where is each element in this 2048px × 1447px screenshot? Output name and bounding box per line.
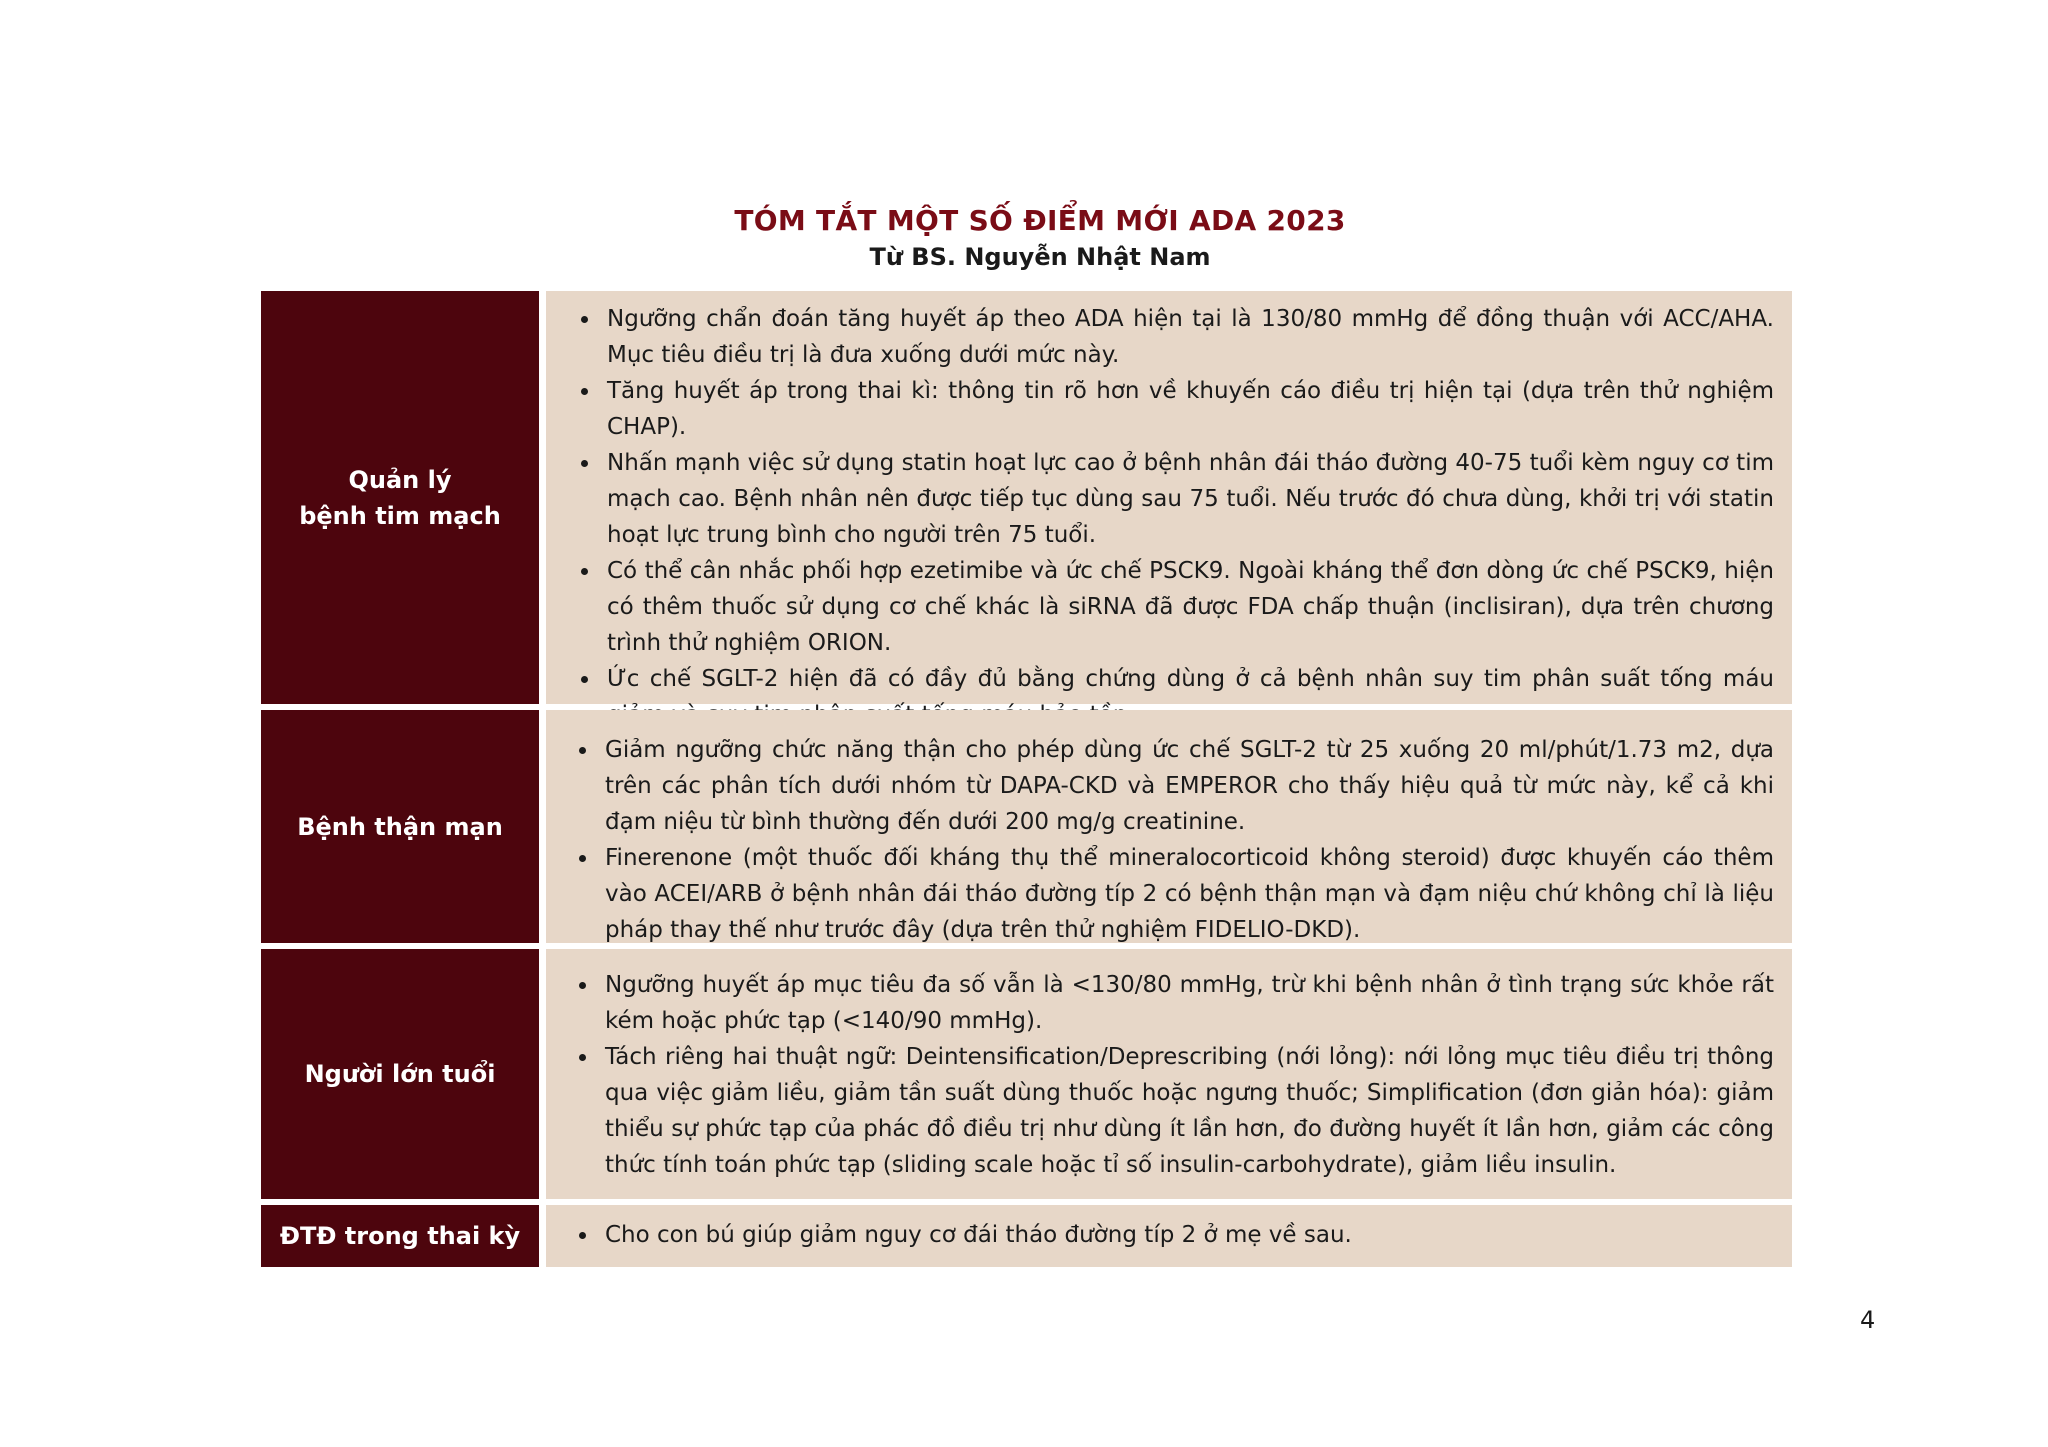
bullet-list (557, 1217, 1774, 1253)
row-content (546, 710, 1792, 943)
row-label: Quản lý bệnh tim mạch (261, 291, 539, 704)
list-item: • Có thể cân nhắc phối hợp ezetimibe và ức chế PSCK9. Ngoài kháng thể đơn dòng ức chế PSCK9, hiện có thêm thuốc sử dụng cơ chế khác là siRNA đã được FDA chấp thuận (inclisiran), dựa trên chương trình thử nghiệm ORION. (601, 553, 1774, 661)
page-subtitle: Từ BS. Nguyễn Nhật Nam (869, 243, 1211, 271)
row-content (546, 949, 1792, 1199)
list-item: • Cho con bú giúp giảm nguy cơ đái tháo đường típ 2 ở mẹ về sau. (599, 1217, 1774, 1253)
page-title: TÓM TẮT MỘT SỐ ĐIỂM MỚI ADA 2023 (734, 204, 1346, 237)
list-item: • Nhấn mạnh việc sử dụng statin hoạt lực cao ở bệnh nhân đái tháo đường 40-75 tuổi kèm nguy cơ tim mạch cao. Bệnh nhân nên được tiếp tục dùng sau 75 tuổi. Nếu trước đó chưa dùng, khởi trị với statin hoạt lực trung bình cho người trên 75 tuổi. (601, 445, 1774, 553)
row-gestational-diabetes (261, 1205, 1792, 1267)
row-cardiovascular (261, 291, 1792, 704)
row-content (546, 1205, 1792, 1267)
row-label: Bệnh thận mạn (261, 710, 539, 943)
row-content (546, 291, 1792, 704)
page-number: 4 (1860, 1306, 1876, 1334)
list-item: • Giảm ngưỡng chức năng thận cho phép dùng ức chế SGLT-2 từ 25 xuống 20 ml/phút/1.73 m2, dựa trên các phân tích dưới nhóm từ DAPA-CKD và EMPEROR cho thấy hiệu quả từ mức này, kể cả khi đạm niệu từ bình thường đến dưới 200 mg/g creatinine. (599, 732, 1774, 840)
list-item: • Tăng huyết áp trong thai kì: thông tin rõ hơn về khuyến cáo điều trị hiện tại (dựa trên thử nghiệm CHAP). (601, 373, 1774, 445)
bullet-list (557, 967, 1774, 1183)
row-label: Người lớn tuổi (261, 949, 539, 1199)
row-older-adults (261, 949, 1792, 1199)
list-item: • Ngưỡng huyết áp mục tiêu đa số vẫn là <130/80 mmHg, trừ khi bệnh nhân ở tình trạng sức khỏe rất kém hoặc phức tạp (<140/90 mmHg). (599, 967, 1774, 1039)
row-label: ĐTĐ trong thai kỳ (261, 1205, 539, 1267)
list-item: • Finerenone (một thuốc đối kháng thụ thể mineralocorticoid không steroid) được khuyến cáo thêm vào ACEI/ARB ở bệnh nhân đái tháo đường típ 2 có bệnh thận mạn và đạm niệu chứ không chỉ là liệu pháp thay thế như trước đây (dựa trên thử nghiệm FIDELIO-DKD). (599, 840, 1774, 948)
list-item: • Tách riêng hai thuật ngữ: Deintensification/Deprescribing (nới lỏng): nới lỏng mục tiêu điều trị thông qua việc giảm liều, giảm tần suất dùng thuốc hoặc ngưng thuốc; Simplification (đơn giản hóa): giảm thiểu sự phức tạp của phác đồ điều trị như dùng ít lần hơn, đo đường huyết ít lần hơn, giảm các công thức tính toán phức tạp (sliding scale hoặc tỉ số insulin-carbohydrate), giảm liều insulin. (599, 1039, 1774, 1183)
summary-table (261, 291, 1792, 1273)
row-chronic-kidney (261, 710, 1792, 943)
list-item: • Ngưỡng chẩn đoán tăng huyết áp theo ADA hiện tại là 130/80 mmHg để đồng thuận với ACC/AHA. Mục tiêu điều trị là đưa xuống dưới mức này. (601, 301, 1774, 373)
list-item: • Ức chế SGLT-2 hiện đã có đầy đủ bằng chứng dùng ở cả bệnh nhân suy tim phân suất tống máu (601, 661, 1774, 733)
bullet-list (559, 301, 1774, 733)
bullet-list (557, 732, 1774, 948)
